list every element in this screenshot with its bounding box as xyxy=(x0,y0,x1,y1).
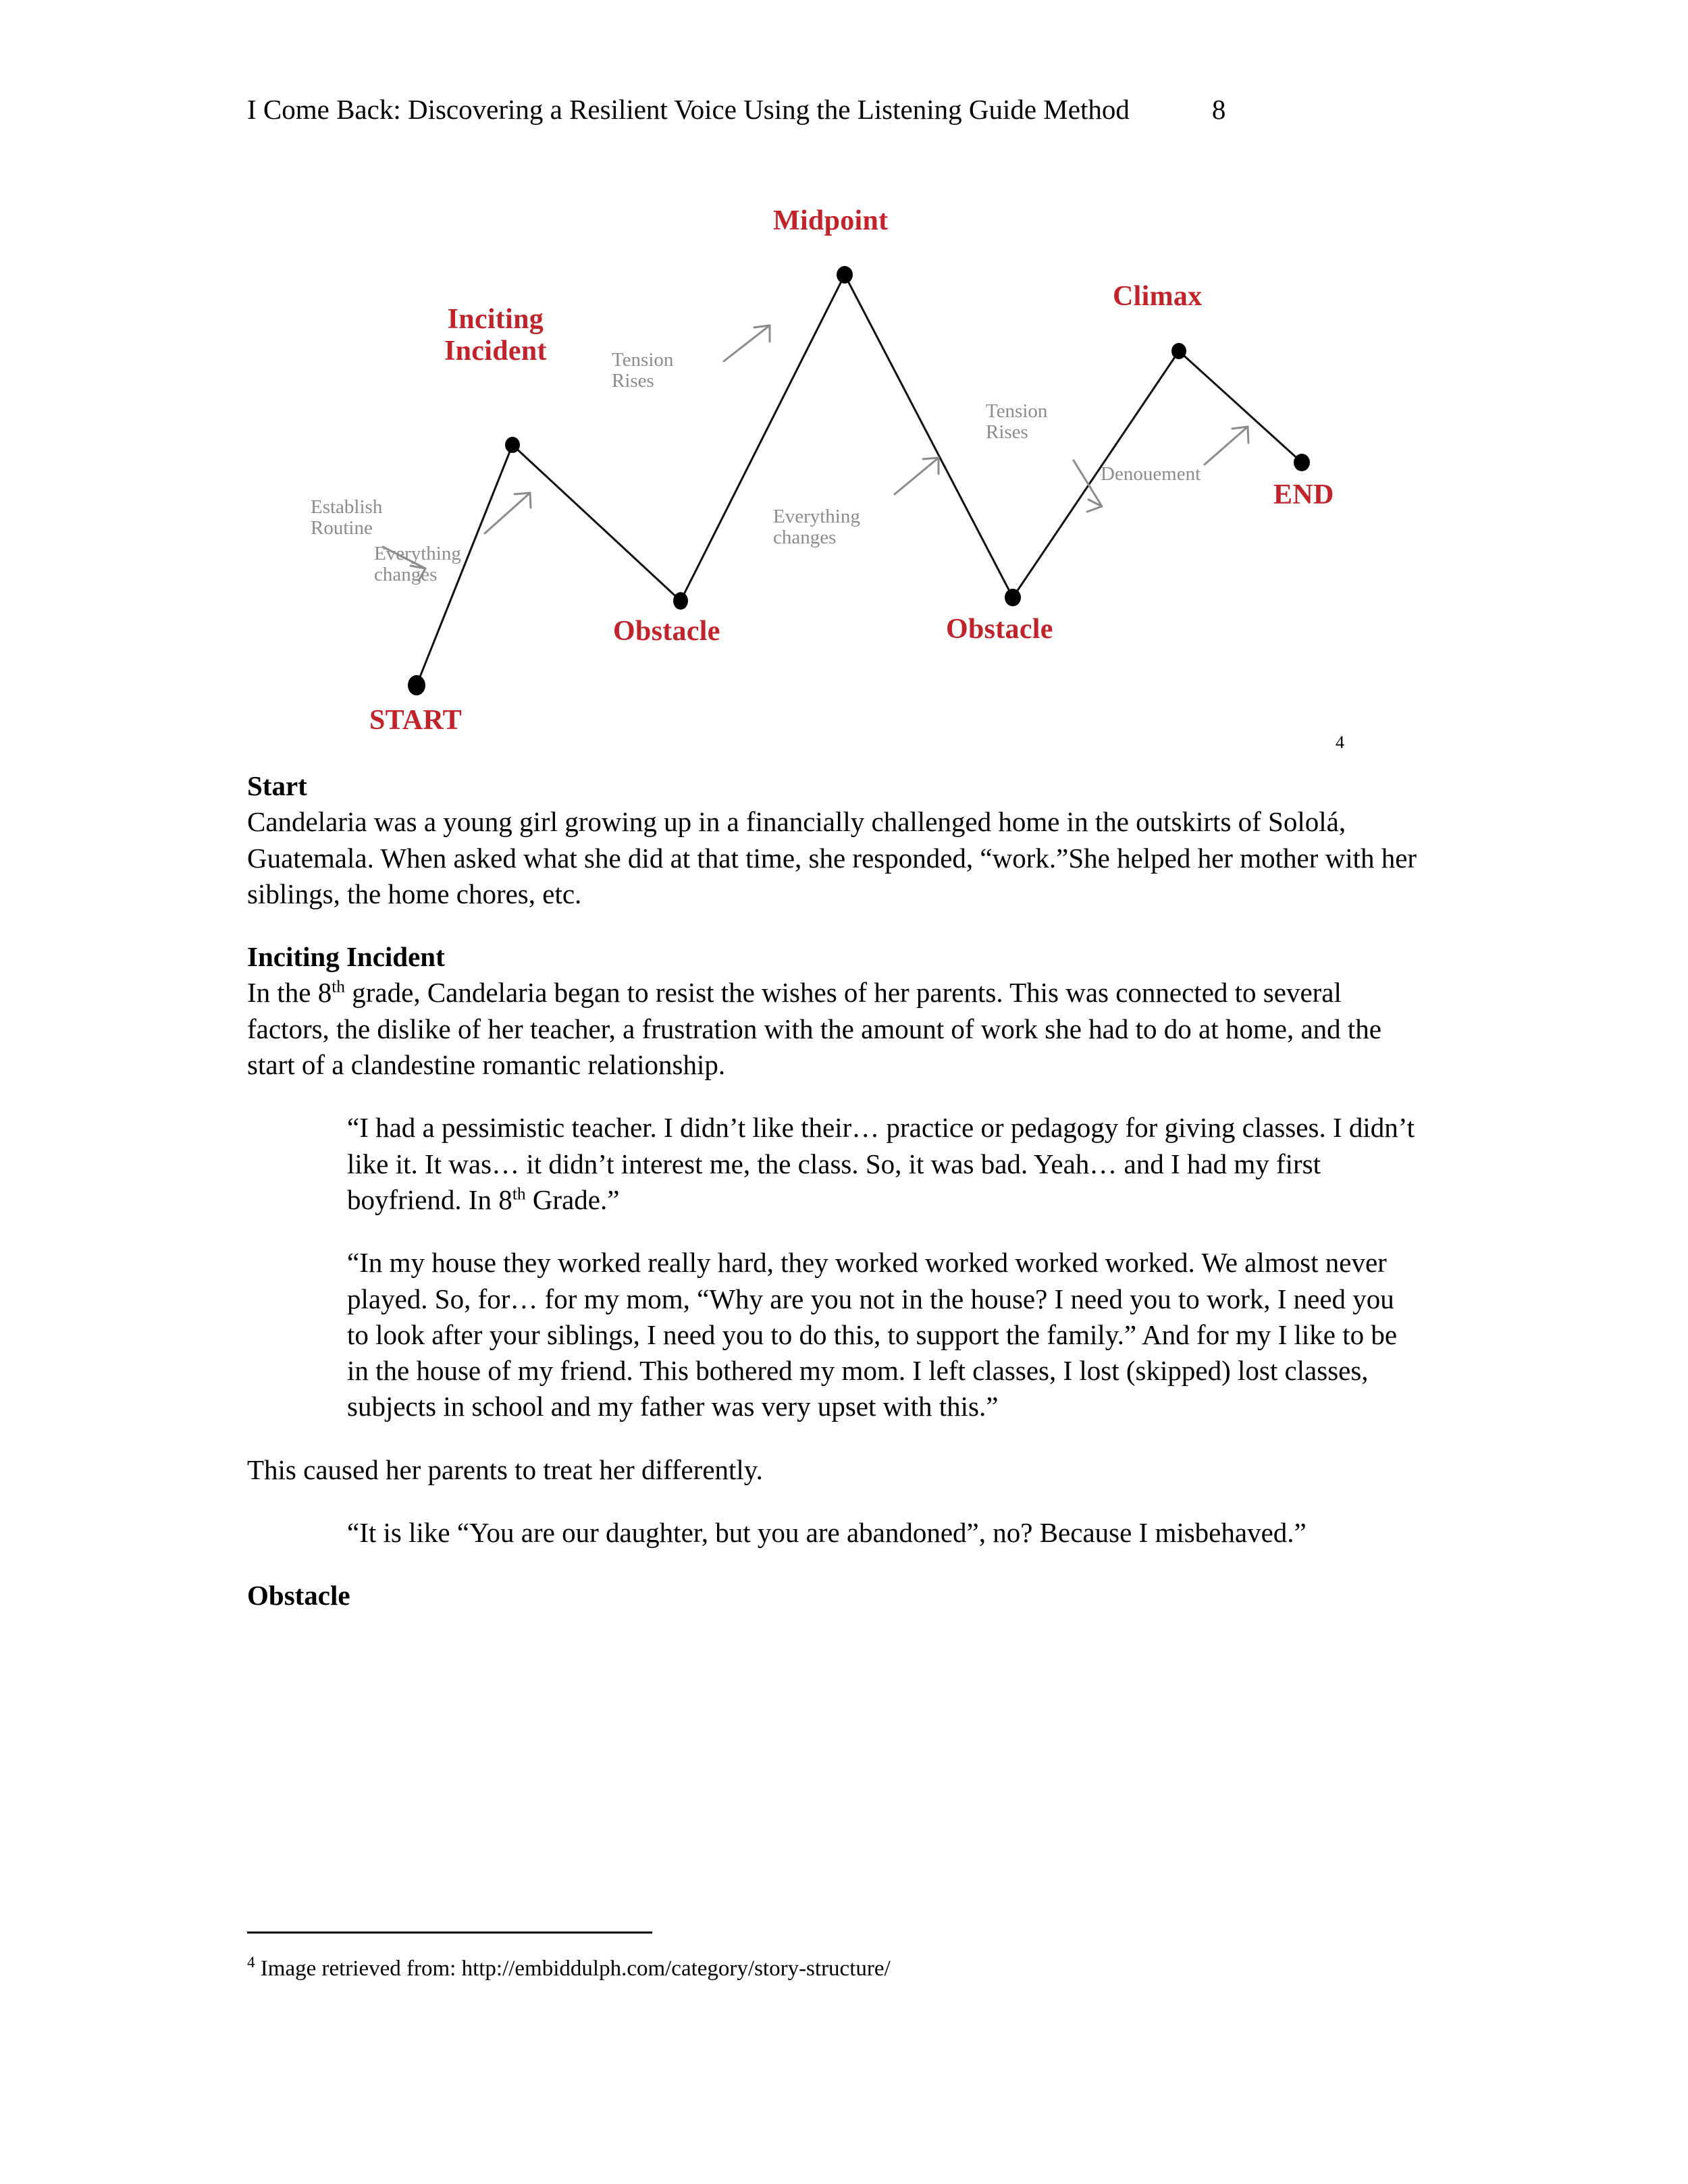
header-title: I Come Back: Discovering a Resilient Voice Using the Listening Guide Method xyxy=(247,94,1130,125)
heading-obstacle: Obstacle xyxy=(247,1580,350,1612)
establish-routine-label xyxy=(311,497,382,539)
figure-footnote-marker: 4 xyxy=(1336,733,1344,752)
everything-changes-2-line1: Everything xyxy=(773,506,860,527)
heading-inciting-incident: Inciting Incident xyxy=(247,941,445,973)
paragraph-inciting-incident xyxy=(247,975,1418,1083)
paragraph-spacer xyxy=(247,1488,1418,1515)
inciting-incident-label xyxy=(444,304,547,367)
paragraph-spacer xyxy=(247,1425,1418,1452)
header-page-number: 8 xyxy=(1211,94,1226,125)
end-label: END xyxy=(1273,479,1334,510)
paragraph-start: Candelaria was a young girl growing up in a financially challenged home in the outskirts of Sololá, Guatemala. When asked what she did at that time, she responded, “work.”She helped her mother with her siblings, the home chores, etc. xyxy=(247,806,1417,909)
block-quote-3: “It is like “You are our daughter, but you are abandoned”, no? Because I misbehaved.” xyxy=(347,1517,1307,1549)
paragraph-spacer xyxy=(247,1551,1418,1578)
everything-changes-2-label xyxy=(773,506,860,549)
tension-rises-2-line2: Rises xyxy=(986,421,1028,444)
climax-label: Climax xyxy=(1113,281,1203,312)
story-arc-svg xyxy=(270,169,1418,729)
everything-changes-2-line2: changes xyxy=(773,527,837,549)
block-quote-1 xyxy=(347,1110,1418,1218)
everything-changes-1-label xyxy=(374,543,461,586)
story-structure-diagram xyxy=(270,169,1418,736)
everything-changes-1-line2: changes xyxy=(374,564,438,586)
inciting-incident-label-line1: Inciting xyxy=(447,304,544,335)
node-end xyxy=(1294,454,1310,471)
obstacle-1-label: Obstacle xyxy=(613,616,720,647)
tension-rises-1-line1: Tension xyxy=(612,349,674,371)
tension-rises-1-line2: Rises xyxy=(612,370,654,392)
midpoint-label: Midpoint xyxy=(773,205,889,236)
tension-rises-1-arrow xyxy=(724,325,770,361)
denouement-arrow xyxy=(1205,427,1248,464)
block-quote-1-post: Grade.” xyxy=(525,1183,620,1215)
start-label: START xyxy=(369,705,462,736)
inciting-incident-label-line2: Incident xyxy=(444,336,547,367)
paragraph-inciting-incident-pre: In the 8 xyxy=(247,977,332,1009)
tension-rises-2-label xyxy=(986,401,1047,444)
denouement-label: Denouement xyxy=(1101,463,1201,485)
footnote-separator-rule xyxy=(247,1932,652,1934)
node-start xyxy=(408,675,425,695)
paragraph-transition: This caused her parents to treat her differently. xyxy=(247,1454,763,1485)
tension-rises-1-label xyxy=(612,350,673,392)
node-climax xyxy=(1171,343,1186,359)
paragraph-spacer xyxy=(247,1218,1418,1245)
obstacle-2-label: Obstacle xyxy=(946,614,1053,645)
ordinal-suffix-8th: th xyxy=(332,977,346,996)
footnote-entry xyxy=(247,1955,1422,1983)
everything-changes-2-arrow xyxy=(895,458,939,494)
paragraph-spacer xyxy=(247,912,1418,939)
block-quote-1-pre: “I had a pessimistic teacher. I didn’t like their… practice or pedagogy for giving classes. I didn’t like it. It was… it didn’t interest me, the class. So, it was bad. Yeah… and I had my first boyfriend. In 8 xyxy=(347,1112,1415,1215)
node-inciting-incident xyxy=(505,437,520,453)
body-text-column xyxy=(247,768,1418,1614)
everything-changes-1-line1: Everything xyxy=(374,543,461,564)
ordinal-suffix-8th-quote: th xyxy=(512,1184,526,1204)
block-quote-2: “In my house they worked really hard, they worked worked worked worked. We almost never played. So, for… for my mom, “Why are you not in the house? I need you to work, I need you to look after your siblings, I need you to do this, to support the family.” And for my I like to be in the house of my friend. This bothered my mom. I left classes, I lost (skipped) lost classes, subjects in school and my father was very upset with this.” xyxy=(347,1247,1398,1422)
heading-start: Start xyxy=(247,770,307,801)
paragraph-inciting-incident-post: grade, Candelaria began to resist the wishes of her parents. This was connected to several factors, the dislike of her teacher, a frustration with the amount of work she had to do at home, and the start of a clandestine romantic relationship. xyxy=(247,977,1381,1081)
establish-routine-line1: Establish xyxy=(311,496,383,518)
node-obstacle-1 xyxy=(673,592,688,610)
node-midpoint xyxy=(837,266,853,284)
paragraph-spacer xyxy=(247,1083,1418,1110)
node-obstacle-2 xyxy=(1005,589,1021,606)
footnote-text: Image retrieved from: http://embiddulph.com/category/story-structure/ xyxy=(255,1956,891,1981)
running-header xyxy=(247,96,1462,124)
establish-routine-line2: Routine xyxy=(311,517,373,539)
footnote-marker: 4 xyxy=(247,1953,255,1971)
tension-rises-2-line1: Tension xyxy=(986,400,1048,422)
